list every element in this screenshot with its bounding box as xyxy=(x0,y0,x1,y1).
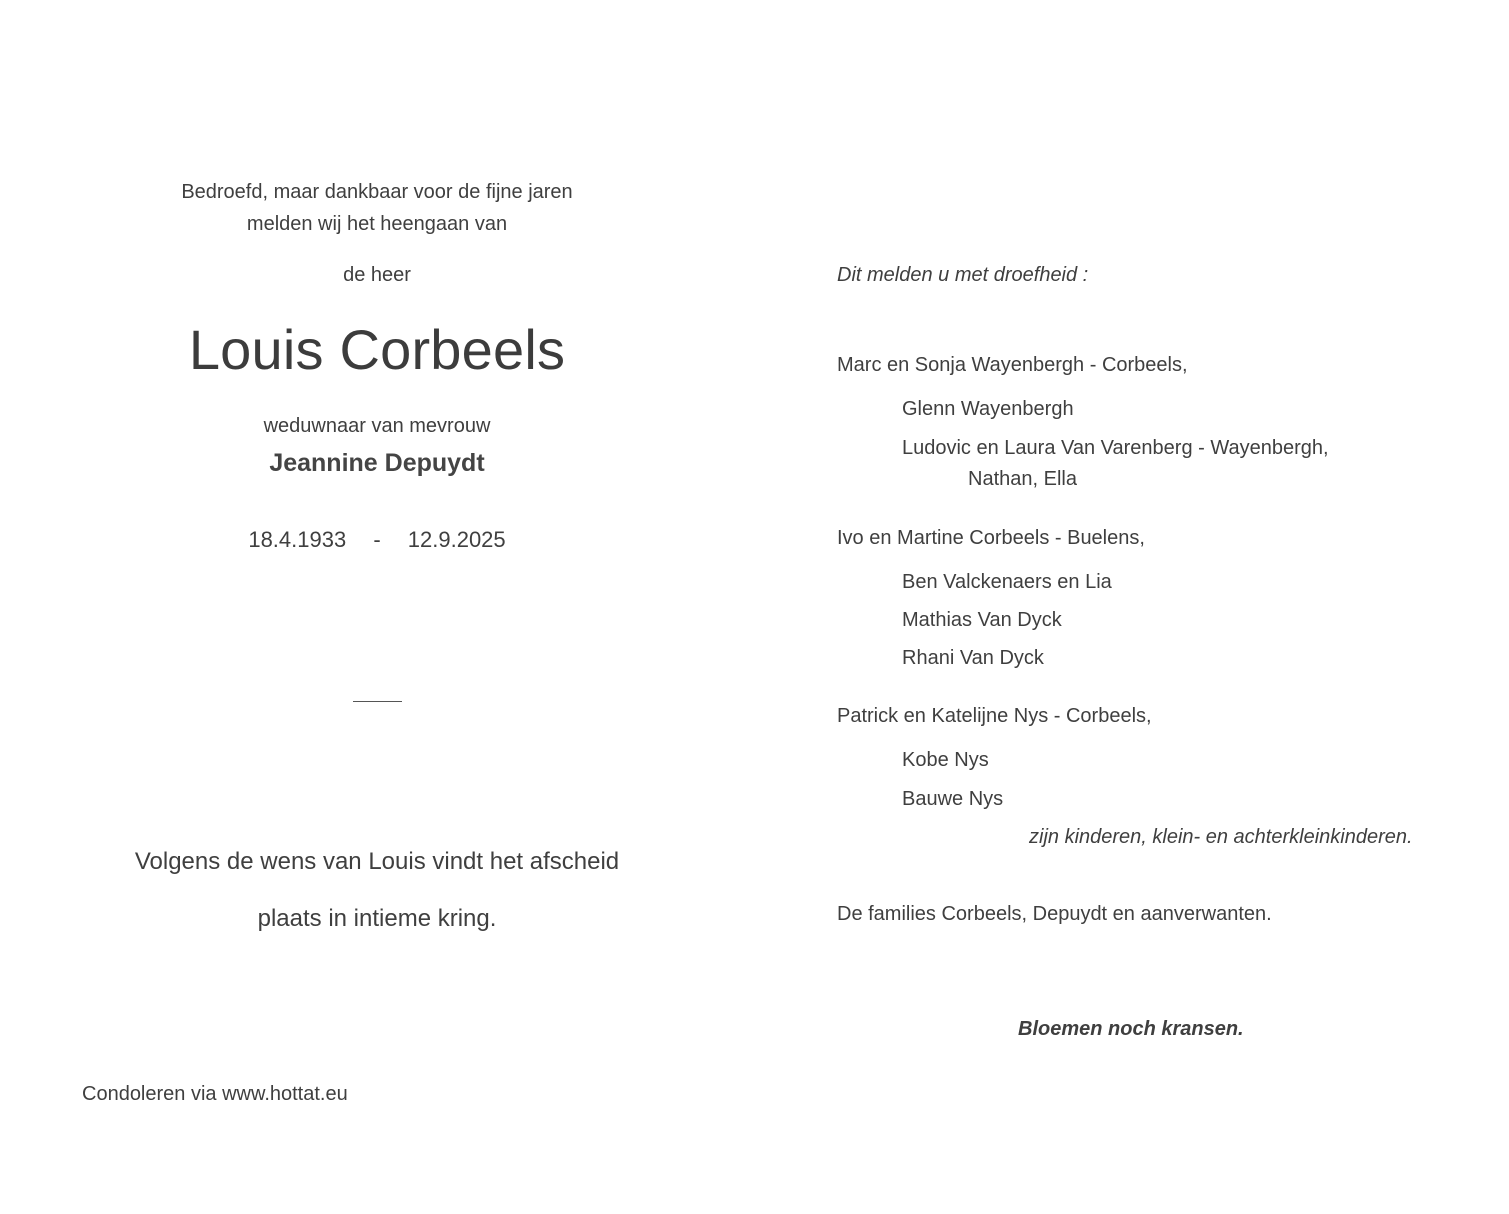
birth-date: 18.4.1933 xyxy=(248,527,347,552)
spouse-name: Jeannine Depuydt xyxy=(269,449,485,477)
family-3-child: Kobe Nys xyxy=(902,749,989,771)
widower-of-label: weduwnaar van mevrouw xyxy=(263,415,491,437)
death-date: 12.9.2025 xyxy=(407,527,506,552)
family-1-child: Ludovic en Laura Van Varenberg - Wayenbergh, xyxy=(902,437,1329,459)
family-1-child: Glenn Wayenbergh xyxy=(902,398,1074,420)
deceased-name: Louis Corbeels xyxy=(188,318,566,381)
flowers-note: Bloemen noch kransen. xyxy=(1018,1018,1244,1040)
life-dates xyxy=(127,527,627,553)
wish-line-1: Volgens de wens van Louis vindt het afscheid xyxy=(134,848,620,875)
family-1-grandchildren: Nathan, Ella xyxy=(968,468,1077,490)
family-3-child: Bauwe Nys xyxy=(902,788,1004,810)
family-2-child: Rhani Van Dyck xyxy=(902,647,1044,669)
divider-line xyxy=(353,701,402,702)
condolence-link-text: Condoleren via www.hottat.eu xyxy=(82,1083,348,1105)
family-3-parents: Patrick en Katelijne Nys - Corbeels, xyxy=(837,705,1152,727)
wish-line-2: plaats in intieme kring. xyxy=(257,905,497,932)
extended-families: De families Corbeels, Depuydt en aanverwanten. xyxy=(837,903,1272,925)
intro-line-1: Bedroefd, maar dankbaar voor de fijne jaren xyxy=(181,181,573,203)
announcement-heading: Dit melden u met droefheid : xyxy=(837,264,1089,286)
date-separator: - xyxy=(373,527,381,552)
relation-note: zijn kinderen, klein- en achterkleinkinderen. xyxy=(1029,826,1413,848)
intro-line-2: melden wij het heengaan van xyxy=(246,213,508,235)
honorific: de heer xyxy=(343,264,411,286)
family-1-parents: Marc en Sonja Wayenbergh - Corbeels, xyxy=(837,354,1188,376)
family-2-parents: Ivo en Martine Corbeels - Buelens, xyxy=(837,527,1145,549)
family-2-child: Mathias Van Dyck xyxy=(902,609,1062,631)
family-2-child: Ben Valckenaers en Lia xyxy=(902,571,1112,593)
